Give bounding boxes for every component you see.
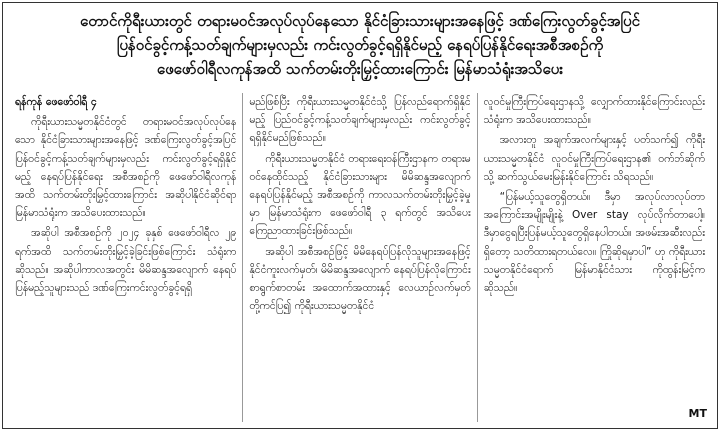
headline-line-1: တောင်ကိုရီးယားတွင် တရားမဝင်အလုပ်လုပ်နေသော နိုင်ငံခြားသားများအနေဖြင့် ဒဏ်ကြေးလွတ်ခွင့်အပြင် — [80, 12, 640, 30]
column-3 — [477, 93, 711, 422]
headline-line-3: ဖေဖော်ဝါရီလကုန်အထိ သက်တမ်းတိုးမြှင့်ထားကြောင်း မြန်မာသံရုံးအသိပေး — [156, 60, 564, 78]
column-2 — [242, 93, 476, 422]
column-1 — [9, 93, 242, 422]
paragraph: အလားတူ အချက်အလက်များနှင့် ပတ်သက်၍ ကိုရီးယားသမ္မတနိုင်ငံ လူဝင်မှုကြီးကြပ်ရေးဌာန၏ ဝက်ဘ်ဆိုက်သို့ ဆက်သွယ်မေးမြန်းနိုင်ကြောင်း သိရသည်။ — [483, 134, 705, 183]
paragraph: “ပြန်မယ့်သူတွေရှိတယ်။ ဒီမှာ အလုပ်လာလုပ်တာ အကြောင်းအမျိုးမျိုးနဲ့ Over stay လုပ်လိုက်တာပေါ့။ ဒီမှာငွေရပြီးပြန်မယ့်သူတွေရှိနေပါတယ်။ အဖမ်းအဆီးလည်းရှိတော့ သတိထားရတယ်လေ။ ကြိုဆိုရမှာပါ” ဟု ကိုရီးယားသမ္မတနိုင်ငံရောက် မြန်မာနိုင်ငံသား ကိုထွန်းမြင့်က ဆိုသည်။ — [483, 191, 705, 295]
paragraph: လူဝင်မှုကြီးကြပ်ရေးဌာနသို့ လျှောက်ထားနိုင်ကြောင်းလည်း သံရုံးက အသိပေးထားသည်။ — [483, 96, 705, 127]
paragraph: မည်ဖြစ်ပြီး ကိုရီးယားသမ္မတနိုင်ငံသို့ ပြန်လည်ရောက်ရှိနိုင်မည့် ပြည်ဝင်ခွင့်ကန့်သတ်ချက်များမှလည်း ကင်းလွတ်ခွင့် ရရှိနိုင်မည်ဖြစ်သည်။ — [249, 96, 471, 145]
paragraph: အဆိုပါ အစီအစဉ်ကို ၂၀၂၄ ခုနှစ် ဖေဖော်ဝါရီလ ၂၉ ရက်အထိ သက်တမ်းတိုးမြှင့်ခဲ့ခြင်းဖြစ်ကြောင်း သံရုံးက ဆိုသည်။ အဆိုပါကာလအတွင်း မိမိဆန္ဒအလျောက် နေရပ်ပြန်မည့်သူများသည် ဒဏ်ကြေးကင်းလွတ်ခွင့်ရရှိ — [15, 227, 237, 295]
dateline: ရန်ကုန် ဖေဖော်ဝါရီ ၄ — [15, 96, 97, 108]
headline — [11, 9, 709, 81]
paragraph: ကိုရီးယားသမ္မတနိုင်ငံတွင် တရားမဝင်အလုပ်လုပ်နေသော နိုင်ငံခြားသားများအနေဖြင့် ဒဏ်ကြေးလွတ်ခွင့်အပြင် ပြန်ဝင်ခွင့်ကန့်သတ်ချက်များမှလည်း ကင်းလွတ်ခွင့်ရရှိနိုင်မည့် နေရပ်ပြန်နိုင်ရေး အစီအစဉ်ကို ဖေဖော်ဝါရီလကုန်အထိ သက်တမ်းတိုးမြှင့်ထားကြောင်း အဆိုပါနိုင်ငံဆိုင်ရာ မြန်မာသံရုံးက အသိပေးထားသည်။ — [15, 116, 237, 220]
article-columns — [9, 93, 711, 422]
headline-line-2: ပြန်ဝင်ခွင့်ကန့်သတ်ချက်များမှလည်း ကင်းလွတ်ခွင့်ရရှိနိုင်မည့် နေရပ်ပြန်နိုင်ရေးအစီအစဉ်ကို — [116, 36, 604, 54]
paragraph: အဆိုပါ အစီအစဉ်ဖြင့် မိမိနေရပ်ပြန်လိုသူများအနေဖြင့် နိုင်ငံကူးလက်မှတ်၊ မိမိဆန္ဒအလျောက် နေရပ်ပြန်လိုကြောင်း စာရွက်စာတမ်း အထောက်အထားနှင့် လေယာဉ်လက်မှတ်တို့ကင်ပြ၍ ကိုရီးယားသမ္မတနိုင်ငံ — [249, 245, 471, 313]
news-article — [2, 2, 718, 429]
paragraph: ကိုရီးယားသမ္မတနိုင်ငံ တရားရေးဝန်ကြီးဌာနက တရားမဝင်နေထိုင်သည့် နိုင်ငံခြားသားများ မိမိဆန္ဒအလျောက် နေရပ်ပြန်နိုင်မည့် အစီအစဉ်ကို ကာလသက်တမ်းတိုးမြှင့်ခဲ့မှုမှာ မြန်မာသံရုံးက ဖေဖော်ဝါရီ ၃ ရက်တွင် အသိပေးကြေညာထားခြင်းဖြစ်သည်။ — [249, 152, 471, 238]
byline: MT — [688, 407, 707, 420]
